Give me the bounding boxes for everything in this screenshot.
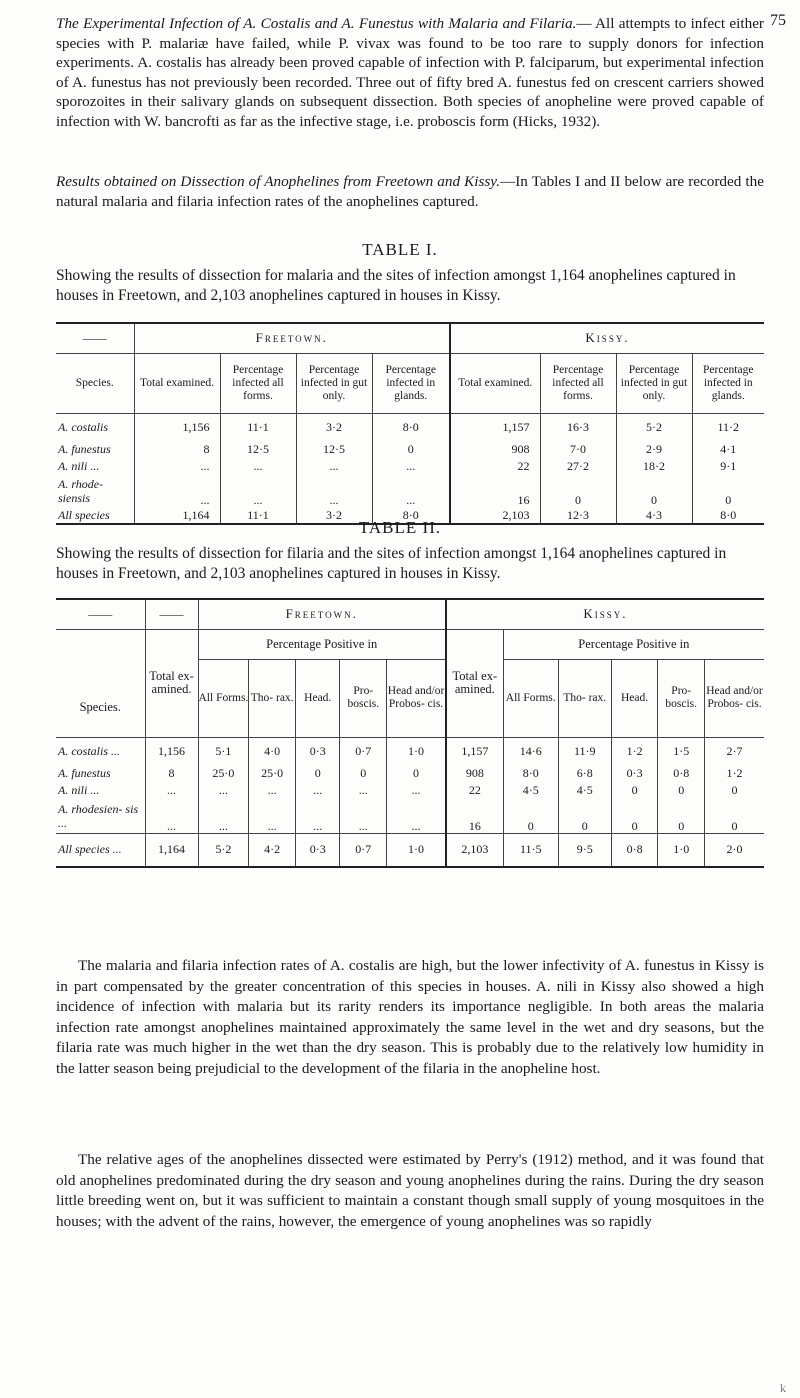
species-cell: A. rhode- siensis [58, 477, 104, 505]
kissy-headprob-cell: 0 [705, 799, 764, 833]
freetown-gut-cell: 12·5 [296, 441, 372, 458]
kissy-all-cell: 14·6 [503, 737, 558, 765]
table2-header-pct-kissy: Percentage Positive in [503, 629, 764, 659]
table1-title: TABLE I. [362, 240, 438, 259]
kissy-head-cell: 0·8 [611, 833, 658, 867]
freetown-proboscis-cell: ... [340, 782, 387, 799]
kissy-all-cell: 11·5 [503, 833, 558, 867]
species-cell: All species [58, 507, 110, 522]
table-row [56, 737, 764, 765]
kissy-thorax-cell: 6·8 [558, 765, 611, 782]
kissy-gut-cell: 4·3 [616, 507, 692, 524]
freetown-all-cell: 5·2 [198, 833, 249, 867]
freetown-thorax-cell: ... [249, 782, 296, 799]
kissy-glands-cell: 9·1 [692, 458, 764, 475]
kissy-all-cell: 0 [503, 799, 558, 833]
freetown-thorax-cell: ... [249, 799, 296, 833]
kissy-glands-cell: 11·2 [692, 413, 764, 441]
table2-title: TABLE II. [358, 518, 442, 537]
kissy-all-cell: 8·0 [503, 765, 558, 782]
species-cell: A. nili ... [58, 459, 100, 473]
kissy-head-cell: 1·2 [611, 737, 658, 765]
table2-header-headprob: Head and/or Probos- cis. [387, 659, 446, 737]
freetown-total-cell: 1,164 [134, 507, 220, 524]
table1-header-kissy-total: Total examined. [450, 353, 540, 413]
freetown-headprob-cell: 1·0 [387, 737, 446, 765]
table2-header-kissy-all: All Forms. [503, 659, 558, 737]
kissy-total-cell: 16 [450, 475, 540, 507]
freetown-all-cell: ... [198, 799, 249, 833]
kissy-thorax-cell: 0 [558, 799, 611, 833]
freetown-total-cell: ... [145, 799, 198, 833]
kissy-head-cell: 0 [611, 782, 658, 799]
kissy-proboscis-cell: 0 [658, 782, 705, 799]
table1-header-glands: Percentage infected in glands. [372, 353, 450, 413]
kissy-total-cell: 16 [446, 799, 503, 833]
table2-group-freetown: Freetown. [198, 599, 446, 629]
freetown-total-cell: ... [134, 475, 220, 507]
table2-header-kissy-proboscis: Pro- boscis. [658, 659, 705, 737]
kissy-headprob-cell: 1·2 [705, 765, 764, 782]
freetown-total-cell: 1,156 [145, 737, 198, 765]
freetown-total-cell: 8 [145, 765, 198, 782]
freetown-all-cell: 12·5 [220, 441, 296, 458]
freetown-gut-cell: 3·2 [296, 507, 372, 524]
freetown-total-cell: ... [134, 458, 220, 475]
table1-group-freetown: Freetown. [134, 323, 450, 353]
table2-dash-species: —— [56, 599, 145, 629]
table-row [56, 475, 764, 507]
species-cell: A. funestus [58, 766, 111, 780]
table2 [56, 598, 764, 868]
table-row [56, 782, 764, 799]
kissy-proboscis-cell: 0·8 [658, 765, 705, 782]
discussion-paragraph-2: The relative ages of the anophelines dissected were estimated by Perry's (1912) method, and it was found that old anophelines predominated during the dry season and young anophelines during the rains. During the dry season little breeding went on, but it was sufficient to maintain a constant though small supply of young mosquitoes in the houses; with the advent of the rains, however, the emergence of young anophelines was so rapidly [56, 1151, 764, 1230]
freetown-glands-cell: 8·0 [372, 413, 450, 441]
freetown-all-cell: 25·0 [198, 765, 249, 782]
species-cell: A. nili ... [58, 783, 100, 797]
kissy-total-cell: 1,157 [446, 737, 503, 765]
kissy-headprob-cell: 2·0 [705, 833, 764, 867]
freetown-total-cell: 1,164 [145, 833, 198, 867]
table-row [56, 441, 764, 458]
kissy-all-cell: 12·3 [540, 507, 616, 524]
intro-text: All attempts to infect either species with P. malariæ have failed, while P. vivax was found to be too rare to supply donors for infection experiments. A. costalis has already been proved capable of infection with P. falciparum, but experimental infection of A. funestus has not previously been recorded. Three out of fifty bred A. funestus fed on crescent carriers showed sporozoites in their salivary glands on subsequent dissection. Both species of anopheline were proved capable of infection with W. bancrofti as far as the infective stage, i.e. proboscis form (Hicks, 1932). [56, 15, 764, 130]
table-row [56, 799, 764, 833]
freetown-proboscis-cell: 0 [340, 765, 387, 782]
kissy-total-cell: 908 [446, 765, 503, 782]
kissy-thorax-cell: 11·9 [558, 737, 611, 765]
table1-caption: Showing the results of dissection for malaria and the sites of infection amongst 1,164 anophelines captured in houses in Freetown, and 2,103 anophelines captured in houses in Kissy. [56, 267, 736, 304]
freetown-all-cell: ... [220, 475, 296, 507]
table-row [56, 413, 764, 441]
freetown-glands-cell: ... [372, 475, 450, 507]
table-row [56, 458, 764, 475]
kissy-gut-cell: 2·9 [616, 441, 692, 458]
table2-header-head: Head. [295, 659, 340, 737]
freetown-head-cell: 0 [295, 765, 340, 782]
species-cell: A. costalis ... [58, 743, 120, 758]
intro-heading: The Experimental Infection of A. Costalis and A. Funestus with Malaria and Filaria. [56, 15, 577, 32]
corner-mark: k [780, 1381, 786, 1395]
freetown-glands-cell: 8·0 [372, 507, 450, 524]
species-cell: All species ... [58, 842, 122, 857]
discussion-paragraph-1: The malaria and filaria infection rates of A. costalis are high, but the lower infectivity of A. funestus in Kissy is in part compensated by the greater concentration of this species in houses. A. nili in Kissy also showed a high incidence of infection with malaria but its rarity renders its importance negligible. In both areas the malaria infection rate amongst anophelines maintained approximately the same level in the wet and dry seasons, but the filaria rate was much higher in the wet than the dry season. This is probably due to the relatively low humidity in the latter season being prejudicial to the development of the filaria in the anopheline host. [56, 957, 764, 1077]
kissy-gut-cell: 18·2 [616, 458, 692, 475]
freetown-head-cell: ... [295, 799, 340, 833]
intro-paragraph [56, 14, 764, 132]
table1-header-species: Species. [56, 353, 134, 413]
freetown-proboscis-cell: ... [340, 799, 387, 833]
table1-dash: —— [56, 323, 134, 353]
freetown-glands-cell: 0 [372, 441, 450, 458]
freetown-proboscis-cell: 0·7 [340, 833, 387, 867]
table2-header-total: Total ex- amined. [145, 629, 198, 737]
freetown-headprob-cell: 1·0 [387, 833, 446, 867]
table-row [56, 765, 764, 782]
kissy-total-cell: 2,103 [450, 507, 540, 524]
freetown-proboscis-cell: 0·7 [340, 737, 387, 765]
table1-header-kissy-gut: Percentage infected in gut only. [616, 353, 692, 413]
freetown-gut-cell: ... [296, 475, 372, 507]
table2-caption: Showing the results of dissection for filaria and the sites of infection amongst 1,164 anophelines captured in houses in Freetown, and 2,103 anophelines captured in houses in Kissy. [56, 545, 727, 582]
table1-header-kissy-all: Percentage infected all forms. [540, 353, 616, 413]
table2-header-kissy-thorax: Tho- rax. [558, 659, 611, 737]
table2-header-all: All Forms. [198, 659, 249, 737]
table2-group-kissy: Kissy. [446, 599, 764, 629]
table1-group-kissy: Kissy. [450, 323, 764, 353]
kissy-headprob-cell: 0 [705, 782, 764, 799]
species-cell: A. funestus [58, 442, 111, 456]
freetown-all-cell: 5·1 [198, 737, 249, 765]
table2-header-pct-freetown: Percentage Positive in [198, 629, 446, 659]
table1-header-gut: Percentage infected in gut only. [296, 353, 372, 413]
freetown-gut-cell: 3·2 [296, 413, 372, 441]
freetown-head-cell: 0·3 [295, 833, 340, 867]
kissy-headprob-cell: 2·7 [705, 737, 764, 765]
table2-header-thorax: Tho- rax. [249, 659, 296, 737]
kissy-total-cell: 2,103 [446, 833, 503, 867]
kissy-all-cell: 4·5 [503, 782, 558, 799]
freetown-thorax-cell: 4·0 [249, 737, 296, 765]
freetown-headprob-cell: 0 [387, 765, 446, 782]
species-cell: A. costalis [58, 419, 108, 434]
table2-header-kissy-head: Head. [611, 659, 658, 737]
page-number: 75 [770, 12, 786, 29]
kissy-all-cell: 27·2 [540, 458, 616, 475]
results-paragraph [56, 172, 764, 211]
freetown-total-cell: ... [145, 782, 198, 799]
intro-heading-dash: — [576, 15, 592, 32]
kissy-gut-cell: 5·2 [616, 413, 692, 441]
freetown-all-cell: ... [220, 458, 296, 475]
table2-header-species: Species. [56, 629, 145, 737]
kissy-total-cell: 22 [450, 458, 540, 475]
kissy-glands-cell: 4·1 [692, 441, 764, 458]
kissy-proboscis-cell: 0 [658, 799, 705, 833]
table1 [56, 322, 764, 525]
freetown-headprob-cell: ... [387, 782, 446, 799]
freetown-head-cell: ... [295, 782, 340, 799]
freetown-gut-cell: ... [296, 458, 372, 475]
freetown-all-cell: ... [198, 782, 249, 799]
freetown-all-cell: 11·1 [220, 413, 296, 441]
kissy-glands-cell: 0 [692, 475, 764, 507]
kissy-all-cell: 7·0 [540, 441, 616, 458]
kissy-total-cell: 908 [450, 441, 540, 458]
freetown-headprob-cell: ... [387, 799, 446, 833]
kissy-head-cell: 0 [611, 799, 658, 833]
kissy-proboscis-cell: 1·0 [658, 833, 705, 867]
kissy-all-cell: 0 [540, 475, 616, 507]
results-text: —In Tables I and II below are recorded the natural malaria and filaria infection rates of the anophelines captured. [56, 173, 764, 210]
freetown-all-cell: 11·1 [220, 507, 296, 524]
table1-header-kissy-glands: Percentage infected in glands. [692, 353, 764, 413]
kissy-proboscis-cell: 1·5 [658, 737, 705, 765]
freetown-thorax-cell: 4·2 [249, 833, 296, 867]
table2-dash-total: —— [145, 599, 198, 629]
results-heading: Results obtained on Dissection of Anophelines from Freetown and Kissy. [56, 173, 500, 190]
species-cell: A. rhodesien- sis ... [56, 799, 145, 833]
kissy-glands-cell: 8·0 [692, 507, 764, 524]
kissy-total-cell: 22 [446, 782, 503, 799]
table2-header-kissy-total: Total ex- amined. [446, 629, 503, 737]
kissy-thorax-cell: 9·5 [558, 833, 611, 867]
freetown-thorax-cell: 25·0 [249, 765, 296, 782]
kissy-head-cell: 0·3 [611, 765, 658, 782]
freetown-total-cell: 1,156 [134, 413, 220, 441]
freetown-glands-cell: ... [372, 458, 450, 475]
freetown-head-cell: 0·3 [295, 737, 340, 765]
kissy-thorax-cell: 4·5 [558, 782, 611, 799]
freetown-total-cell: 8 [134, 441, 220, 458]
table1-header-total: Total examined. [134, 353, 220, 413]
kissy-total-cell: 1,157 [450, 413, 540, 441]
kissy-gut-cell: 0 [616, 475, 692, 507]
kissy-all-cell: 16·3 [540, 413, 616, 441]
table1-header-all: Percentage infected all forms. [220, 353, 296, 413]
table2-header-proboscis: Pro- boscis. [340, 659, 387, 737]
table2-header-kissy-headprob: Head and/or Probos- cis. [705, 659, 764, 737]
table-row [56, 833, 764, 867]
